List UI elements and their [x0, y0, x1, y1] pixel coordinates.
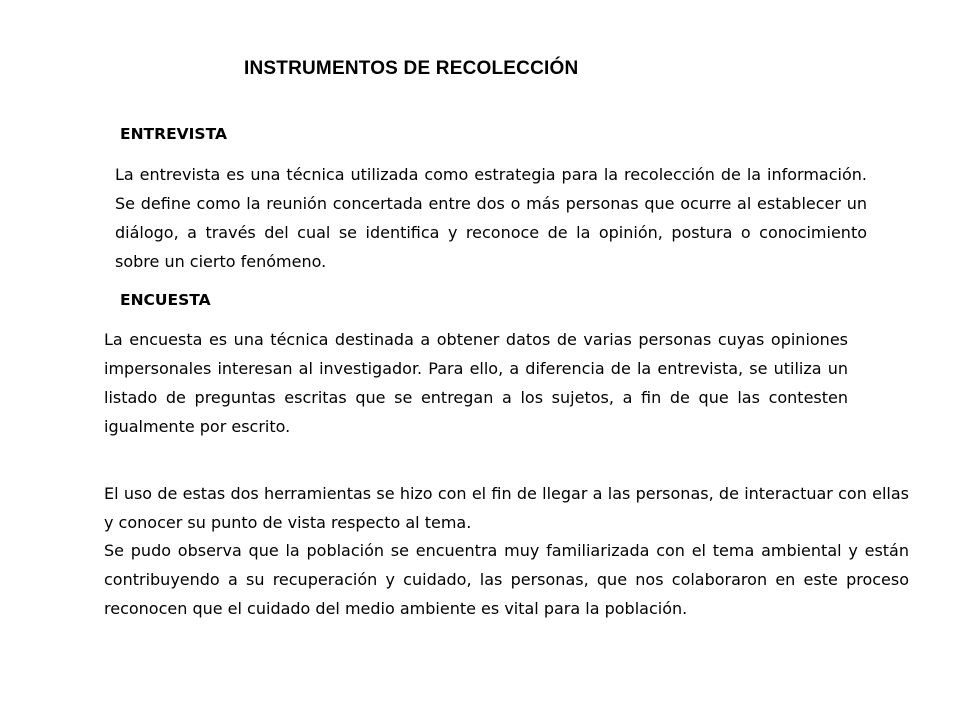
entrevista-heading: ENTREVISTA — [120, 125, 227, 143]
page-title: INSTRUMENTOS DE RECOLECCIÓN — [244, 58, 579, 79]
conclusion-paragraph-1: El uso de estas dos herramientas se hizo con el fin de llegar a las personas, de interactuar con ellas y conocer su punto de vista respecto al tema. — [104, 484, 909, 532]
encuesta-paragraph: La encuesta es una técnica destinada a obtener datos de varias personas cuyas opiniones impersonales interesan al investigador. Para ello, a diferencia de la entrevista, se utiliza un listado de preguntas escritas que se entregan a los sujetos, a fin de que las contesten igualmente por escrito. — [104, 330, 848, 436]
conclusion-paragraph-2: Se pudo observa que la población se encuentra muy familiarizada con el tema ambiental y están contribuyendo a su recuperación y cuidado, las personas, que nos colaboraron en este proceso reconocen que el cuidado del medio ambiente es vital para la población. — [104, 541, 909, 618]
entrevista-paragraph: La entrevista es una técnica utilizada como estrategia para la recolección de la información. Se define como la reunión concertada entre dos o más personas que ocurre al establecer un diálogo, a través del cual se identifica y reconoce de la opinión, postura o conocimiento sobre un cierto fenómeno. — [115, 165, 867, 271]
encuesta-heading: ENCUESTA — [120, 291, 211, 309]
